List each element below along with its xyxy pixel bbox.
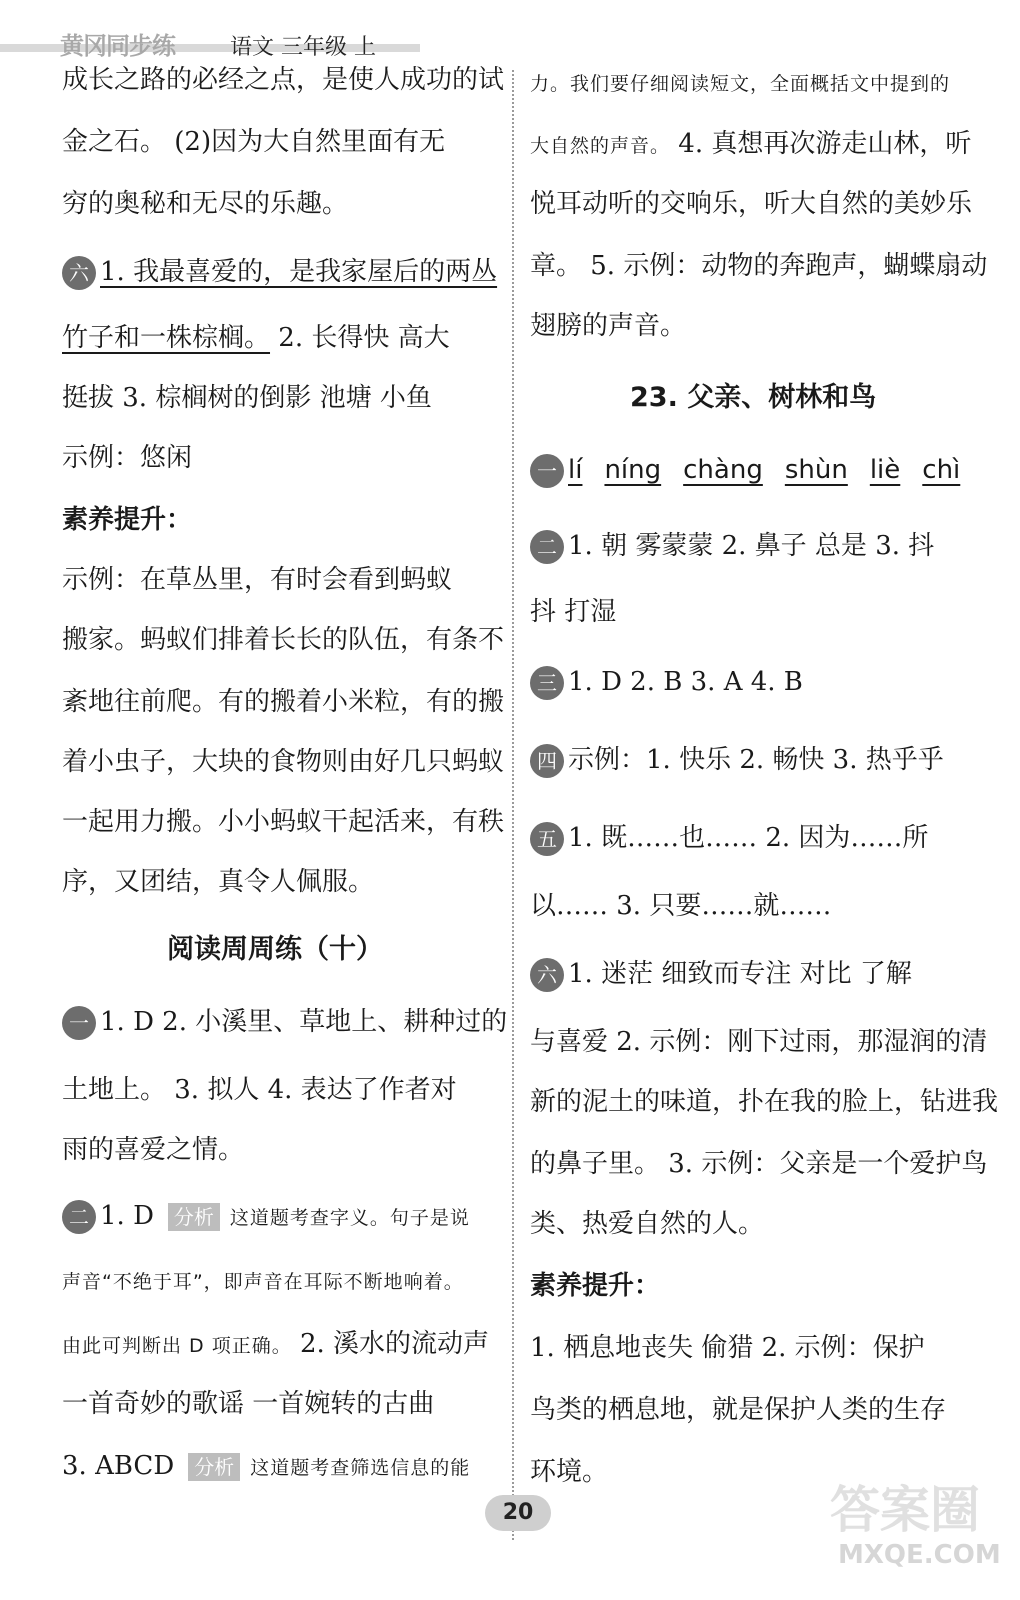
answer-line: 紊地往前爬。有的搬着小米粒，有的搬 xyxy=(62,687,505,717)
answer-line: 与喜爱 2. 示例：刚下过雨，那湿润的清 xyxy=(530,1027,988,1057)
section-badge: 六 xyxy=(530,958,564,992)
subject-label: 语文 三年级 上 xyxy=(230,35,376,60)
answer-line: 新的泥土的味道，扑在我的脸上，钻进我 xyxy=(530,1087,999,1117)
answer-line: 四 示例：1. 快乐 2. 畅快 3. 热乎乎 xyxy=(530,740,944,780)
section-badge: 六 xyxy=(62,256,96,290)
answer-line: 二 1. 朝 雾蒙蒙 2. 鼻子 总是 3. 抖 xyxy=(530,526,934,566)
page-header xyxy=(0,14,430,60)
pinyin-answer: liè xyxy=(869,455,901,485)
section-heading: 素养提升： xyxy=(62,505,193,535)
answer-line: 翅膀的声音。 xyxy=(530,311,687,341)
answer-line: 抖 打湿 xyxy=(530,597,617,627)
answer-line: 示例：悠闲 xyxy=(62,443,193,473)
pinyin-answer: chàng xyxy=(683,455,763,485)
answer-line: 土地上。 3. 拟人 4. 表达了作者对 xyxy=(62,1075,457,1105)
answer-line: 类、热爱自然的人。 xyxy=(530,1209,765,1239)
answer-line: 五 1. 既……也…… 2. 因为……所 xyxy=(530,818,928,858)
answer-line: 大自然的声音。 4. 真想再次游走山林，听 xyxy=(530,129,972,159)
answer-line: 成长之路的必经之点，是使人成功的试 xyxy=(62,65,505,95)
answer-line: 搬家。蚂蚁们排着长长的队伍，有条不 xyxy=(62,625,505,655)
brand-logo: 黄冈同步练 xyxy=(60,32,175,60)
answer-line: 竹子和一株棕榈。 2. 长得快 高大 xyxy=(62,323,450,353)
answer-line: 着小虫子，大块的食物则由好几只蚂蚁 xyxy=(62,747,505,777)
answer-line: 一起用力搬。小小蚂蚁干起活来，有秩 xyxy=(62,807,505,837)
section-title: 23. 父亲、树林和鸟 xyxy=(630,382,877,413)
answer-line: 雨的喜爱之情。 xyxy=(62,1135,245,1165)
column-divider xyxy=(512,70,514,1540)
section-badge: 四 xyxy=(530,744,564,778)
pinyin-answer: shùn xyxy=(784,455,848,485)
section-badge: 二 xyxy=(530,530,564,564)
answer-line: 由此可判断出 D 项正确。 2. 溪水的流动声 xyxy=(62,1329,490,1359)
answer-line: 示例：在草丛里，有时会看到蚂蚁 xyxy=(62,565,453,595)
answer-line: 序，又团结，真令人佩服。 xyxy=(62,867,375,897)
answer-line: 挺拔 3. 棕榈树的倒影 池塘 小鱼 xyxy=(62,383,432,413)
answer-line: 1. 栖息地丧失 偷猎 2. 示例：保护 xyxy=(530,1333,925,1363)
analysis-line: 力。我们要仔细阅读短文，全面概括文中提到的 xyxy=(530,73,951,95)
answer-line: 六 1. 我最喜爱的，是我家屋后的两丛 xyxy=(62,252,497,292)
analysis-tag: 分析 xyxy=(168,1203,220,1231)
answer-line: 的鼻子里。 3. 示例：父亲是一个爱护鸟 xyxy=(530,1149,988,1179)
pinyin-answer: lí xyxy=(568,455,583,485)
analysis-line: 声音“不绝于耳”，即声音在耳际不断地响着。 xyxy=(62,1271,464,1293)
answer-line: 悦耳动听的交响乐，听大自然的美妙乐 xyxy=(530,189,973,219)
answer-line: 章。 5. 示例：动物的奔跑声，蝴蝶扇动 xyxy=(530,251,988,281)
answer-line: 一 1. D 2. 小溪里、草地上、耕种过的 xyxy=(62,1002,507,1042)
answer-line: 二 1. D 分析 这道题考查字义。句子是说 xyxy=(62,1196,470,1238)
watermark-logo: 答案圈 MXQE.COM xyxy=(830,1481,1001,1570)
answer-line: 一首奇妙的歌谣 一首婉转的古曲 xyxy=(62,1389,435,1419)
answer-line: 环境。 xyxy=(530,1457,609,1487)
page-number: 20 xyxy=(485,1495,551,1531)
answer-line: 以…… 3. 只要……就…… xyxy=(530,891,832,921)
section-heading: 素养提升： xyxy=(530,1271,661,1301)
section-badge: 二 xyxy=(62,1200,96,1234)
section-title: 阅读周周练（十） xyxy=(167,934,383,965)
section-badge: 五 xyxy=(530,822,564,856)
section-badge: 一 xyxy=(62,1006,96,1040)
answer-line: 穷的奥秘和无尽的乐趣。 xyxy=(62,189,349,219)
pinyin-answer: níng xyxy=(604,455,662,485)
pinyin-line xyxy=(530,450,982,490)
answer-line: 六 1. 迷茫 细致而专注 对比 了解 xyxy=(530,954,912,994)
section-badge: 三 xyxy=(530,666,564,700)
answer-line: 金之石。 (2)因为大自然里面有无 xyxy=(62,127,446,157)
answer-line: 三 1. D 2. B 3. A 4. B xyxy=(530,662,803,702)
answer-line: 3. ABCD 分析 这道题考查筛选信息的能 xyxy=(62,1451,471,1481)
answer-line: 鸟类的栖息地，就是保护人类的生存 xyxy=(530,1395,947,1425)
section-badge: 一 xyxy=(530,454,564,488)
pinyin-answer: chì xyxy=(922,455,961,485)
analysis-tag: 分析 xyxy=(188,1453,240,1481)
